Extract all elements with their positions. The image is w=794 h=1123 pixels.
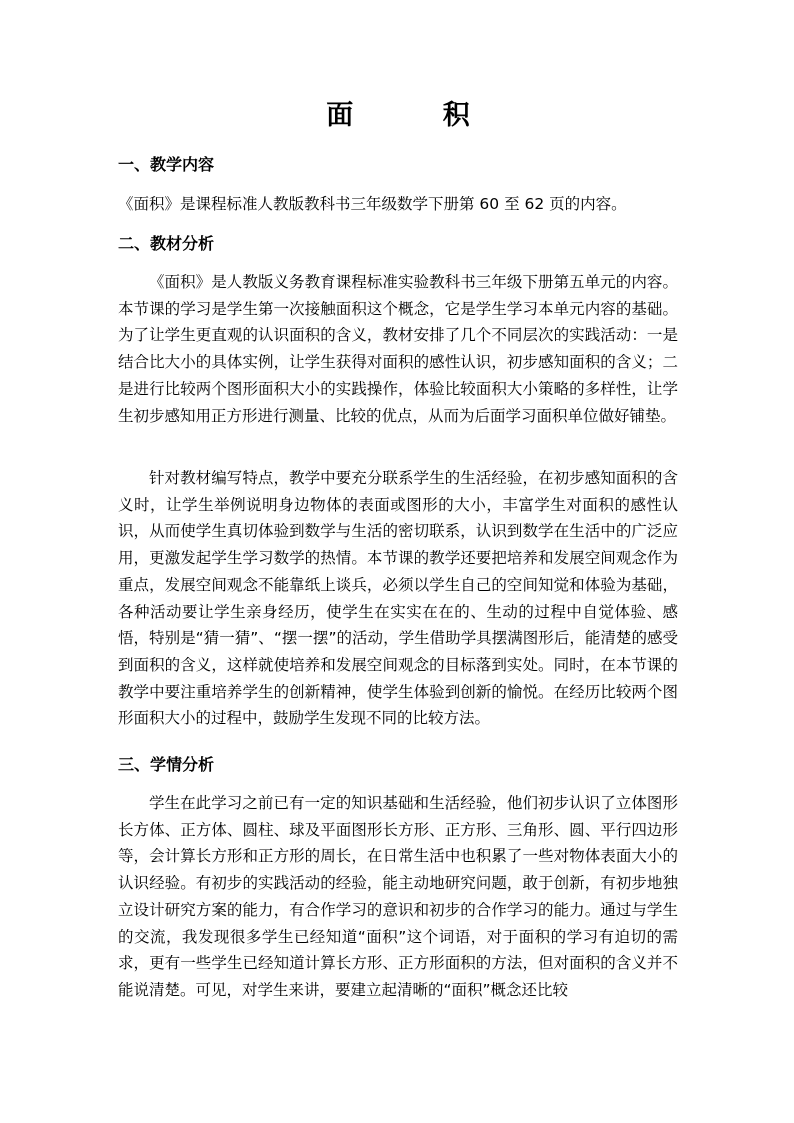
paragraph-teaching-content: 《面积》是课程标准人教版教科书三年级数学下册第 60 至 62 页的内容。 bbox=[118, 195, 627, 213]
section-heading-teaching-content: 一、教学内容 bbox=[118, 155, 215, 174]
section-heading-student-analysis: 三、学情分析 bbox=[118, 755, 215, 774]
paragraph-textbook-analysis-1: 《面积》是人教版义务教育课程标准实验教科书三年级下册第五单元的内容。本节课的学习是学生第一次接触面积这个概念，它是学生学习本单元内容的基础。为了让学生更直观的认识面积的含义，教材安排了几个不同层次的实践活动：一是结合比大小的具体实例，让学生获得对面积的感性认识，初步感知面积的含义；二是进行比较两个图形面积大小的实践操作，体验比较面积大小策略的多样性，让学生初步感知用正方形进行测量、比较的优点，从而为后面学习面积单位做好铺垫。 bbox=[118, 273, 678, 425]
document-title: 面 积 bbox=[326, 100, 510, 131]
paragraph-textbook-analysis-2: 针对教材编写特点，教学中要充分联系学生的生活经验，在初步感知面积的含义时，让学生举例说明身边物体的表面或图形的大小，丰富学生对面积的感性认识，从而使学生真切体验到数学与生活的密切联系，认识到数学在生活中的广泛应用，更激发起学生学习数学的热情。本节课的教学还要把培养和发展空间观念作为重点，发展空间观念不能靠纸上谈兵，必须以学生自己的空间知觉和体验为基础，各种活动要让学生亲身经历，使学生在实实在在的、生动的过程中自觉体验、感悟，特别是“猜一猜”、“摆一摆”的活动，学生借助学具摆满图形后，能清楚的感受到面积的含义，这样就使培养和发展空间观念的目标落到实处。同时，在本节课的教学中要注重培养学生的创新精神，使学生体验到创新的愉悦。在经历比较两个图形面积大小的过程中，鼓励学生发现不同的比较方法。 bbox=[118, 469, 678, 728]
document-page bbox=[118, 96, 678, 999]
section-heading-textbook-analysis: 二、教材分析 bbox=[118, 234, 215, 253]
paragraph-student-analysis: 学生在此学习之前已有一定的知识基础和生活经验，他们初步认识了立体图形长方体、正方体、圆柱、球及平面图形长方形、正方形、三角形、圆、平行四边形等，会计算长方形和正方形的周长，在日常生活中也积累了一些对物体表面大小的认识经验。有初步的实践活动的经验，能主动地研究问题，敢于创新，有初步地独立设计研究方案的能力，有合作学习的意识和初步的合作学习的能力。通过与学生的交流，我发现很多学生已经知道“面积”这个词语，对于面积的学习有迫切的需求，更有一些学生已经知道计算长方形、正方形面积的方法，但对面积的含义并不能说清楚。可见，对学生来讲，要建立起清晰的“面积”概念还比较 bbox=[118, 794, 678, 999]
